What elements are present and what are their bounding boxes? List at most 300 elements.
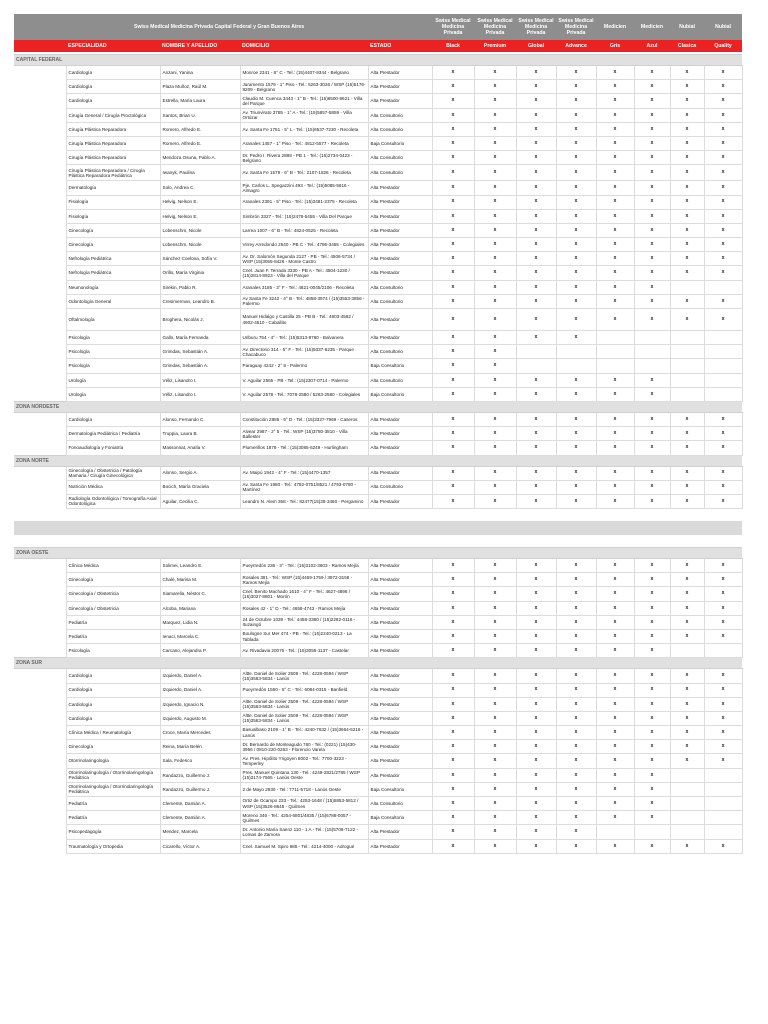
plan-mark-cell: x — [516, 294, 556, 308]
status-cell: Alta Prestador — [368, 587, 432, 601]
plan-mark-cell: x — [432, 559, 474, 573]
plan-mark-cell: x — [634, 122, 670, 136]
plan-mark-cell: x — [556, 740, 596, 754]
plan-mark-cell: x — [556, 441, 596, 455]
plan-mark-cell: x — [670, 122, 704, 136]
table-row — [14, 466, 742, 480]
name-cell: Randazzo, Guillermo J. — [160, 782, 240, 796]
specialty-cell: Clínica Médica — [66, 559, 160, 573]
plan-mark-cell: x — [432, 754, 474, 768]
plan-mark-cell: x — [516, 136, 556, 150]
plan-mark-cell: x — [432, 345, 474, 359]
plan-mark-cell: x — [634, 195, 670, 209]
plan-mark-cell: x — [670, 615, 704, 629]
plan-mark-cell: x — [704, 80, 742, 94]
address-cell: Av. Santa Fe 1980 - Tel.: 4792-0751/8521 / 4793-0780 - Martínez — [240, 480, 368, 494]
plan-mark-cell: x — [432, 797, 474, 811]
status-cell: Alta Prestador — [368, 309, 432, 331]
plan-mark-cell: x — [634, 238, 670, 252]
plan-mark-cell: x — [596, 151, 634, 165]
plan-mark-cell: x — [670, 294, 704, 308]
plan-mark-cell: x — [634, 151, 670, 165]
plan-mark-cell: x — [596, 387, 634, 401]
plan-mark-cell — [704, 331, 742, 345]
specialty-cell: Nefrología Pediátrica — [66, 252, 160, 266]
specialty-cell: Ginecología / Obstetricia — [66, 587, 160, 601]
plan-mark-cell: x — [670, 683, 704, 697]
plan-mark-cell: x — [474, 165, 516, 181]
plan-mark-cell: x — [596, 629, 634, 643]
status-cell: Alta Prestador — [368, 601, 432, 615]
plan-mark-cell: x — [556, 683, 596, 697]
plan-mark-cell: x — [516, 768, 556, 782]
table-row — [14, 782, 742, 796]
plan-mark-cell: x — [474, 740, 516, 754]
status-cell: Baja Consultorio — [368, 387, 432, 401]
plan-mark-cell: x — [474, 601, 516, 615]
plan-mark-cell: x — [670, 669, 704, 683]
plan-mark-cell: x — [474, 309, 516, 331]
plan-mark-cell: x — [474, 331, 516, 345]
table-row — [14, 252, 742, 266]
plan-mark-cell: x — [432, 441, 474, 455]
plan-mark-cell: x — [634, 136, 670, 150]
plan-mark-cell: x — [704, 209, 742, 223]
plan-mark-cell: x — [596, 108, 634, 122]
col-especialidad: ESPECIALIDAD — [66, 40, 160, 52]
table-row — [14, 331, 742, 345]
plan-mark-cell: x — [704, 711, 742, 725]
plan-mark-cell: x — [670, 238, 704, 252]
address-cell: V. Aguilar 2565 - PB - Tel.: (15)2307-0714 - Palermo — [240, 373, 368, 387]
plan-mark-cell: x — [474, 782, 516, 796]
table-row — [14, 238, 742, 252]
specialty-cell: Cirugía General / Cirugía Proctológica — [66, 108, 160, 122]
plan-mark-cell: x — [596, 181, 634, 195]
status-cell: Baja Consultorio — [368, 811, 432, 825]
plan-mark-cell: x — [432, 359, 474, 373]
status-cell: Alta Prestador — [368, 195, 432, 209]
plan-mark-cell: x — [432, 825, 474, 839]
plan-mark-cell: x — [432, 683, 474, 697]
plan-mark-cell: x — [596, 427, 634, 441]
status-cell: Alta Prestador — [368, 331, 432, 345]
name-cell: Randazzo, Guillermo J. — [160, 768, 240, 782]
col-domicilio: DOMICILIO — [240, 40, 368, 52]
table-row — [14, 587, 742, 601]
plan-mark-cell: x — [634, 726, 670, 740]
plan-mark-cell: x — [432, 768, 474, 782]
plan-mark-cell: x — [704, 615, 742, 629]
name-cell: Aguilar, Cecilia C. — [160, 494, 240, 508]
address-cell: Pueyrredón 1560 - 5° C - Tel.: 6084-0315 - Banfield — [240, 683, 368, 697]
specialty-cell: Pediatría — [66, 629, 160, 643]
plan-mark-cell: x — [596, 587, 634, 601]
plan-mark-cell: x — [474, 122, 516, 136]
plan-mark-cell: x — [556, 644, 596, 658]
name-cell: Gallo, María Fernanda — [160, 331, 240, 345]
plan-mark-cell: x — [474, 345, 516, 359]
plan-mark-cell — [704, 811, 742, 825]
plan-mark-cell — [670, 782, 704, 796]
plan-mark-cell: x — [596, 711, 634, 725]
plan-mark-cell: x — [516, 683, 556, 697]
plan-mark-cell: x — [634, 209, 670, 223]
specialty-cell: Cirugía Plástica Reparadora — [66, 151, 160, 165]
plan-mark-cell: x — [432, 480, 474, 494]
status-cell: Alta Prestador — [368, 66, 432, 80]
plan-mark-cell — [670, 280, 704, 294]
name-cell: Truppia, Laura B. — [160, 427, 240, 441]
name-cell: Siamarella, Néstor C. — [160, 587, 240, 601]
name-cell: Véliz, Lisandro I. — [160, 373, 240, 387]
name-cell: Iwanyk, Paulina — [160, 165, 240, 181]
name-cell: Croce, María Mercedes — [160, 726, 240, 740]
specialty-cell: Ginecología / Obstetricia / Patología Mamaria / Cirugía Ginecológica — [66, 466, 160, 480]
plan-mark-cell: x — [516, 223, 556, 237]
table-row — [14, 309, 742, 331]
name-cell: Sirekin, Pablo R. — [160, 280, 240, 294]
status-cell: Alta Prestador — [368, 223, 432, 237]
plan-mark-cell: x — [704, 480, 742, 494]
plan-mark-cell: x — [432, 373, 474, 387]
plan-mark-cell: x — [556, 181, 596, 195]
name-cell: Grimdas, Sebastián A. — [160, 345, 240, 359]
status-cell: Alta Prestador — [368, 466, 432, 480]
plan-mark-cell: x — [704, 839, 742, 853]
plan-mark-cell: x — [516, 669, 556, 683]
zone-title: ZONA OESTE — [14, 548, 742, 559]
zone-title: ZONA SUR — [14, 658, 742, 669]
col-nombre: NOMBRE Y APELLIDO — [160, 40, 240, 52]
plan-mark-cell: x — [634, 412, 670, 426]
plan-mark-cell: x — [556, 697, 596, 711]
plan-mark-cell: x — [432, 669, 474, 683]
specialty-cell: Cardiología — [66, 683, 160, 697]
address-cell: Av. Santa Fe 1579 - 6° B - Tel.: 2107-1826 - Recoleta — [240, 165, 368, 181]
plan-mark-cell: x — [474, 238, 516, 252]
plan-mark-cell: x — [634, 181, 670, 195]
plan-mark-cell: x — [634, 280, 670, 294]
address-cell: Constitución 2885 - 5° D - Tel.: (15)3327-7969 - Caseros — [240, 412, 368, 426]
plan-mark-cell: x — [596, 280, 634, 294]
plan-mark-cell: x — [596, 697, 634, 711]
plan-mark-cell: x — [634, 108, 670, 122]
plan-mark-cell: x — [596, 294, 634, 308]
col-plan-premium: Premium — [474, 40, 516, 52]
plan-mark-cell: x — [634, 387, 670, 401]
address-cell: Cnel. Benito Machado 1610 - 4° F - Tel.: 4627-4898 / (15)3027-8801 - Morón — [240, 587, 368, 601]
table-row — [14, 839, 742, 853]
plan-mark-cell: x — [596, 223, 634, 237]
plan-mark-cell: x — [474, 768, 516, 782]
plan-mark-cell: x — [556, 151, 596, 165]
name-cell: Izquierdo, Daniel A. — [160, 669, 240, 683]
name-cell: Clemente, Damián A. — [160, 797, 240, 811]
status-cell: Alta Prestador — [368, 683, 432, 697]
plan-mark-cell: x — [432, 573, 474, 587]
specialty-cell: Clínica Médica / Reumatología — [66, 726, 160, 740]
plan-mark-cell: x — [474, 373, 516, 387]
plan-mark-cell: x — [432, 615, 474, 629]
specialty-cell: Pediatría — [66, 615, 160, 629]
name-cell: Alonso, Fernando C. — [160, 412, 240, 426]
specialty-cell: Dermatología Pediátrica / Pediatría — [66, 427, 160, 441]
plan-mark-cell: x — [596, 615, 634, 629]
specialty-cell: Urología — [66, 373, 160, 387]
plan-mark-cell: x — [474, 412, 516, 426]
specialty-cell: Nefrología Pediátrica — [66, 266, 160, 280]
specialty-cell: Cardiología — [66, 697, 160, 711]
plan-mark-cell — [634, 331, 670, 345]
plan-mark-cell: x — [432, 587, 474, 601]
plan-mark-cell: x — [670, 427, 704, 441]
table-row — [14, 629, 742, 643]
status-cell: Alta Prestador — [368, 839, 432, 853]
plan-mark-cell: x — [704, 559, 742, 573]
plan-mark-cell: x — [432, 697, 474, 711]
plan-mark-cell: x — [634, 811, 670, 825]
table-row — [14, 122, 742, 136]
plan-mark-cell: x — [432, 644, 474, 658]
zone-header — [14, 401, 742, 412]
address-cell: Altte. Daniel de Solier 2509 - Tel.: 4228-0594 / WSP (15)3563-5834 - Lanús — [240, 711, 368, 725]
plan-mark-cell: x — [474, 839, 516, 853]
plan-mark-cell: x — [556, 266, 596, 280]
top-col-1: Swiss Medical Medicina Privada — [432, 14, 474, 40]
status-cell: Alta Consultorio — [368, 122, 432, 136]
plan-mark-cell: x — [670, 754, 704, 768]
plan-mark-cell: x — [670, 181, 704, 195]
plan-mark-cell: x — [516, 427, 556, 441]
plan-mark-cell: x — [516, 280, 556, 294]
plan-mark-cell: x — [634, 223, 670, 237]
zone-title: ZONA NORDESTE — [14, 401, 742, 412]
address-cell: Rosales 381 - Tel.: WSP (15)4469-1759 / 3972-3158 - Ramos Mejía — [240, 573, 368, 587]
name-cell: Estrella, María Laura — [160, 94, 240, 108]
plan-mark-cell: x — [634, 252, 670, 266]
plan-mark-cell: x — [556, 252, 596, 266]
name-cell: Véliz, Lisandro I. — [160, 387, 240, 401]
plan-mark-cell: x — [596, 441, 634, 455]
plan-mark-cell: x — [516, 466, 556, 480]
plan-mark-cell: x — [704, 412, 742, 426]
zone-header — [14, 548, 742, 559]
plan-mark-cell: x — [556, 238, 596, 252]
plan-mark-cell — [670, 373, 704, 387]
status-cell: Baja Consultorio — [368, 359, 432, 373]
specialty-cell: Ginecología — [66, 573, 160, 587]
plan-mark-cell: x — [432, 252, 474, 266]
plan-mark-cell: x — [596, 683, 634, 697]
specialty-cell: Pediatría — [66, 811, 160, 825]
specialty-cell: Urología — [66, 387, 160, 401]
plan-mark-cell: x — [670, 466, 704, 480]
plan-mark-cell: x — [596, 811, 634, 825]
plan-mark-cell: x — [634, 740, 670, 754]
status-cell: Alta Prestador — [368, 181, 432, 195]
plan-mark-cell: x — [556, 494, 596, 508]
address-cell: Av Santa Fe 3242 - 4° B - Tel.: 4858-3974 / (15)3553-3856 - Palermo — [240, 294, 368, 308]
specialty-cell: Otorrinolaringología / Otorrinolaringología Pediátrica — [66, 768, 160, 782]
plan-mark-cell: x — [474, 615, 516, 629]
plan-mark-cell: x — [474, 441, 516, 455]
plan-mark-cell: x — [634, 559, 670, 573]
specialty-cell: Psicología — [66, 345, 160, 359]
plan-mark-cell: x — [474, 209, 516, 223]
plan-mark-cell: x — [634, 494, 670, 508]
status-cell: Alta Prestador — [368, 494, 432, 508]
plan-mark-cell: x — [670, 441, 704, 455]
table-row — [14, 480, 742, 494]
plan-mark-cell: x — [474, 223, 516, 237]
name-cell: Santos, Brian U. — [160, 108, 240, 122]
plan-mark-cell: x — [516, 108, 556, 122]
address-cell: Ortiz de Ocampo 233 - Tel.: 4253-1648 / (15)5853-5812 / WSP (15)3526-8645 - Quilmes — [240, 797, 368, 811]
plan-mark-cell: x — [670, 66, 704, 80]
plan-mark-cell: x — [474, 644, 516, 658]
status-cell: Alta Prestador — [368, 754, 432, 768]
plan-mark-cell: x — [556, 711, 596, 725]
status-cell: Alta Prestador — [368, 629, 432, 643]
specialty-cell: Cardiología — [66, 669, 160, 683]
plan-mark-cell: x — [670, 573, 704, 587]
plan-mark-cell — [596, 825, 634, 839]
name-cell: Lobenschm, Nicole — [160, 223, 240, 237]
plan-mark-cell — [670, 825, 704, 839]
address-cell: Uriburu 754 - 4° - Tel.: (15)5313-8760 - Balvanera — [240, 331, 368, 345]
status-cell: Alta Prestador — [368, 768, 432, 782]
top-col-8: Nubial — [704, 14, 742, 40]
plan-mark-cell: x — [516, 331, 556, 345]
plan-mark-cell: x — [432, 108, 474, 122]
table-row — [14, 615, 742, 629]
plan-mark-cell: x — [596, 601, 634, 615]
name-cell: Helvig, Nelson E. — [160, 209, 240, 223]
plan-mark-cell: x — [432, 782, 474, 796]
name-cell: Alcoba, Mariana — [160, 601, 240, 615]
plan-mark-cell: x — [432, 181, 474, 195]
table-row — [14, 165, 742, 181]
address-cell: Dr. Antonio María Saenz 110 - 1 A - Tel.: (15)5706-7122 - Lomas de Zamora — [240, 825, 368, 839]
plan-mark-cell: x — [670, 165, 704, 181]
plan-mark-cell: x — [556, 629, 596, 643]
plan-mark-cell: x — [474, 181, 516, 195]
table-row — [14, 573, 742, 587]
table-row — [14, 94, 742, 108]
plan-mark-cell: x — [596, 94, 634, 108]
plan-mark-cell: x — [670, 223, 704, 237]
status-cell: Alta Prestador — [368, 573, 432, 587]
plan-mark-cell: x — [556, 669, 596, 683]
plan-mark-cell: x — [516, 441, 556, 455]
plan-mark-cell — [556, 359, 596, 373]
table-row — [14, 66, 742, 80]
plan-mark-cell: x — [432, 122, 474, 136]
plan-mark-cell — [704, 782, 742, 796]
address-cell: Av. Maipú 1942 - 4° F - Tel.: (15)4470-1357 — [240, 466, 368, 480]
table-row — [14, 825, 742, 839]
plan-mark-cell: x — [556, 387, 596, 401]
plan-mark-cell: x — [556, 427, 596, 441]
table-row — [14, 108, 742, 122]
address-cell: Cnel. Samuel M. Spiro 985 - Tel.: 4214-4000 - Adrogué — [240, 839, 368, 853]
plan-mark-cell — [704, 359, 742, 373]
plan-mark-cell: x — [432, 223, 474, 237]
name-cell: Anzani, Yanina — [160, 66, 240, 80]
specialty-cell: Fisiología — [66, 209, 160, 223]
address-cell: 2 de Mayo 2930 - Tel.: 7711-5718 - Lanús Oeste — [240, 782, 368, 796]
plan-mark-cell: x — [634, 66, 670, 80]
plan-mark-cell: x — [556, 797, 596, 811]
plan-mark-cell: x — [634, 480, 670, 494]
plan-mark-cell: x — [704, 683, 742, 697]
col-plan-clasica: Clasica — [670, 40, 704, 52]
plan-mark-cell: x — [634, 601, 670, 615]
table-row — [14, 644, 742, 658]
plan-mark-cell: x — [516, 825, 556, 839]
plan-mark-cell: x — [474, 559, 516, 573]
plan-mark-cell: x — [596, 573, 634, 587]
plan-mark-cell — [670, 331, 704, 345]
plan-mark-cell: x — [634, 80, 670, 94]
plan-mark-cell: x — [596, 66, 634, 80]
plan-mark-cell: x — [670, 587, 704, 601]
plan-mark-cell — [670, 644, 704, 658]
plan-mark-cell: x — [474, 669, 516, 683]
plan-mark-cell: x — [432, 839, 474, 853]
address-cell: Av. Rivadavia 20075 - Tel.: (15)3055-1137 - Castelar — [240, 644, 368, 658]
specialty-cell: Radiología Odontológica / Tomografía Axial Odontológica — [66, 494, 160, 508]
col-plan-black: Black — [432, 40, 474, 52]
address-cell: Basualbaso 2109 - 1° B - Tel.: 4240-7632 / (15)3664-5216 - Lanús — [240, 726, 368, 740]
address-cell: Pueyrredón 236 - 3° - Tel.: (15)3102-3603 - Ramos Mejía — [240, 559, 368, 573]
plan-mark-cell: x — [670, 209, 704, 223]
top-col-3: Swiss Medical Medicina Privada — [516, 14, 556, 40]
specialty-cell: Fonoaudiología y Foniatría — [66, 441, 160, 455]
col-plan-gris: Gris — [596, 40, 634, 52]
table-row — [14, 711, 742, 725]
plan-mark-cell: x — [670, 412, 704, 426]
plan-mark-cell: x — [516, 165, 556, 181]
address-cell: Av. Santa Fe 1751 - 5° L - Tel.: (15)6537-7230 - Recoleta — [240, 122, 368, 136]
name-cell: Clemente, Damián A. — [160, 811, 240, 825]
plan-mark-cell: x — [432, 209, 474, 223]
plan-mark-cell: x — [432, 238, 474, 252]
status-cell: Alta Prestador — [368, 669, 432, 683]
plan-mark-cell: x — [670, 726, 704, 740]
specialty-cell: Oftalmología — [66, 309, 160, 331]
plan-mark-cell: x — [596, 122, 634, 136]
name-cell: Romero, Alfredo E. — [160, 136, 240, 150]
plan-mark-cell — [670, 797, 704, 811]
plan-mark-cell: x — [670, 740, 704, 754]
plan-mark-cell: x — [704, 151, 742, 165]
plan-mark-cell: x — [670, 480, 704, 494]
plan-mark-cell: x — [516, 601, 556, 615]
address-cell: Av. Dr. Salomón Segunda 2127 - PB - Tel.: 4506-5734 / WSP (15)3055-8426 - Monte Castro — [240, 252, 368, 266]
plan-mark-cell: x — [516, 573, 556, 587]
plan-mark-cell: x — [556, 80, 596, 94]
plan-mark-cell: x — [596, 494, 634, 508]
plan-mark-cell: x — [474, 494, 516, 508]
table-row — [14, 683, 742, 697]
plan-mark-cell: x — [704, 587, 742, 601]
plan-mark-cell: x — [634, 587, 670, 601]
plan-mark-cell: x — [474, 280, 516, 294]
plan-mark-cell: x — [670, 601, 704, 615]
plan-mark-cell: x — [556, 839, 596, 853]
